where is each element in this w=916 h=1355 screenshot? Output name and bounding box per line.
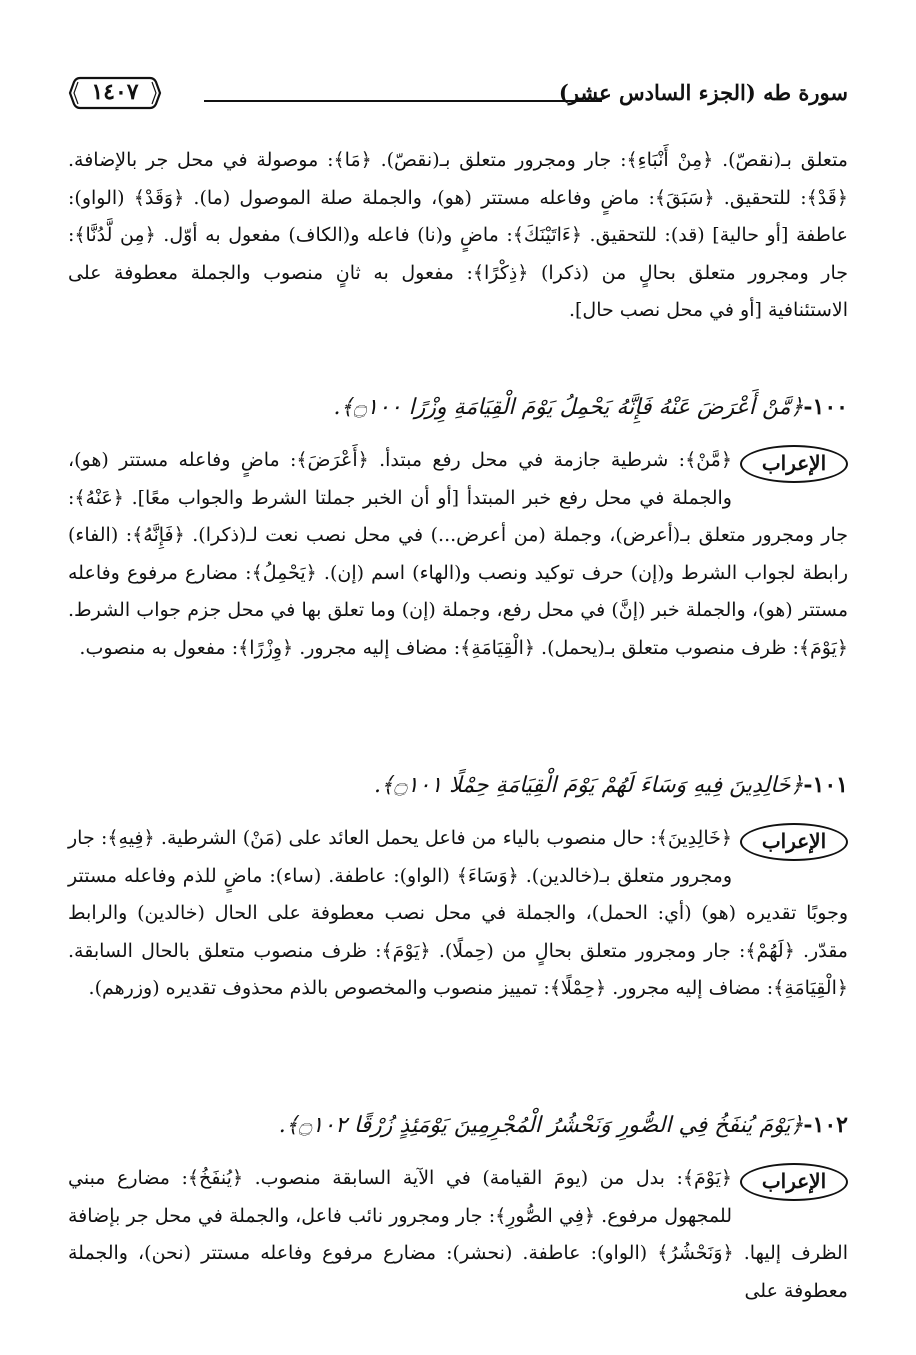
page-title: سورة طه (الجزء السادس عشر) [558,80,848,105]
verse-100 [68,388,848,427]
verse-number: ١٠٢- [803,1112,848,1138]
page-number: ١٤٠٧ [91,79,139,105]
irab-section-101 [68,820,848,1008]
verse-102 [68,1106,848,1145]
irab-badge: الإعراب [740,823,848,861]
irab-analysis: ﴿يَوْمَ﴾: بدل من (يومَ القيامة) في الآية السابقة منصوب. ﴿يُنفَخُ﴾: مضارع مبني للمجهول مرفوع. ﴿فِي الصُّورِ﴾: جار ومجرور نائب فاعل، والجملة في محل جر بإضافة الظرف إليها. ﴿وَنَحْشُرُ﴾ (الواو): عاطفة. (نحشر): مضارع مرفوع وفاعله مستتر (نحن)، والجملة معطوفة على [68,1167,848,1302]
verse-text: ﴿مَّنْ أَعْرَضَ عَنْهُ فَإِنَّهُ يَحْمِلُ يَوْمَ الْقِيَامَةِ وِزْرًا ۝١٠٠﴾. [333,395,804,420]
irab-section-102 [68,1160,848,1310]
verse-text: ﴿يَوْمَ يُنفَخُ فِي الصُّورِ وَنَحْشُرُ الْمُجْرِمِينَ يَوْمَئِذٍ زُرْقًا ۝١٠٢﴾. [278,1113,804,1138]
intro-paragraph: متعلق بـ(نقصّ). ﴿مِنْ أَنْبَاءِ﴾: جار ومجرور متعلق بـ(نقصّ). ﴿مَا﴾: موصولة في محل جر بالإضافة. ﴿قَدْ﴾: للتحقيق. ﴿سَبَقَ﴾: ماضٍ وفاعله مستتر (هو)، والجملة صلة الموصول (ما). ﴿وَقَدْ﴾ (الواو): عاطفة [أو حالية] (قد): للتحقيق. ﴿ءَاتَيْنَكَ﴾: ماضٍ و(نا) فاعله و(الكاف) مفعول به أوّل. ﴿مِن لَّدُنَّا﴾: جار ومجرور متعلق بحالٍ من (ذكرا) ﴿ذِكْرًا﴾: مفعول به ثانٍ منصوب والجملة معطوفة على الاستئنافية [أو في محل نصب حال]. [68,149,848,321]
irab-analysis: ﴿خَالِدِينَ﴾: حال منصوب بالياء من فاعل يحمل العائد على (مَنْ) الشرطية. ﴿فِيهِ﴾: جار ومجرور متعلق بـ(خالدين). ﴿وَسَاءَ﴾ (الواو): عاطفة. (ساء): ماضٍ للذم وفاعله مستتر وجوبًا تقديره (هو) (أي: الحمل)، والجملة في محل نصب معطوفة على الحال (خالدين) والرابط مقدّر. ﴿لَهُمْ﴾: جار ومجرور متعلق بحالٍ من (حِملًا). ﴿يَوْمَ﴾: ظرف منصوب متعلق بالحال السابقة. ﴿الْقِيَامَةِ﴾: مضاف إليه مجرور. ﴿حِمْلًا﴾: تمييز منصوب والمخصوص بالذم محذوف تقديره (وزرهم). [68,827,848,999]
irab-analysis: ﴿مَّنْ﴾: شرطية جازمة في محل رفع مبتدأ. ﴿أَعْرَضَ﴾: ماضٍ وفاعله مستتر (هو)، والجملة في محل رفع خبر المبتدأ [أو أن الخبر جملتا الشرط والجواب معًا]. ﴿عَنْهُ﴾: جار ومجرور متعلق بـ(أعرض)، وجملة (من أعرض...) في محل نصب نعت لـ(ذكرا). ﴿فَإِنَّهُ﴾: (الفاء) رابطة لجواب الشرط و(إن) حرف توكيد ونصب و(الهاء) اسم (إن). ﴿يَحْمِلُ﴾: مضارع مرفوع وفاعله مستتر (هو)، والجملة خبر (إنَّ) في محل رفع، وجملة (إن) وما تعلق بها في محل جزم جواب الشرط. ﴿يَوْمَ﴾: ظرف منصوب متعلق بـ(يحمل). ﴿الْقِيَامَةِ﴾: مضاف إليه مجرور. ﴿وِزْرًا﴾: مفعول به منصوب. [68,449,848,659]
header-rule [204,100,602,102]
irab-section-100 [68,442,848,667]
verse-101 [68,766,848,805]
verse-number: ١٠١- [803,772,848,798]
irab-badge: الإعراب [740,1163,848,1201]
page-header [68,76,848,112]
verse-number: ١٠٠- [803,394,848,420]
verse-text: ﴿خَالِدِينَ فِيهِ وَسَاءَ لَهُمْ يَوْمَ الْقِيَامَةِ حِمْلًا ۝١٠١﴾. [373,773,804,798]
page-number-frame [68,76,162,110]
irab-badge: الإعراب [740,445,848,483]
